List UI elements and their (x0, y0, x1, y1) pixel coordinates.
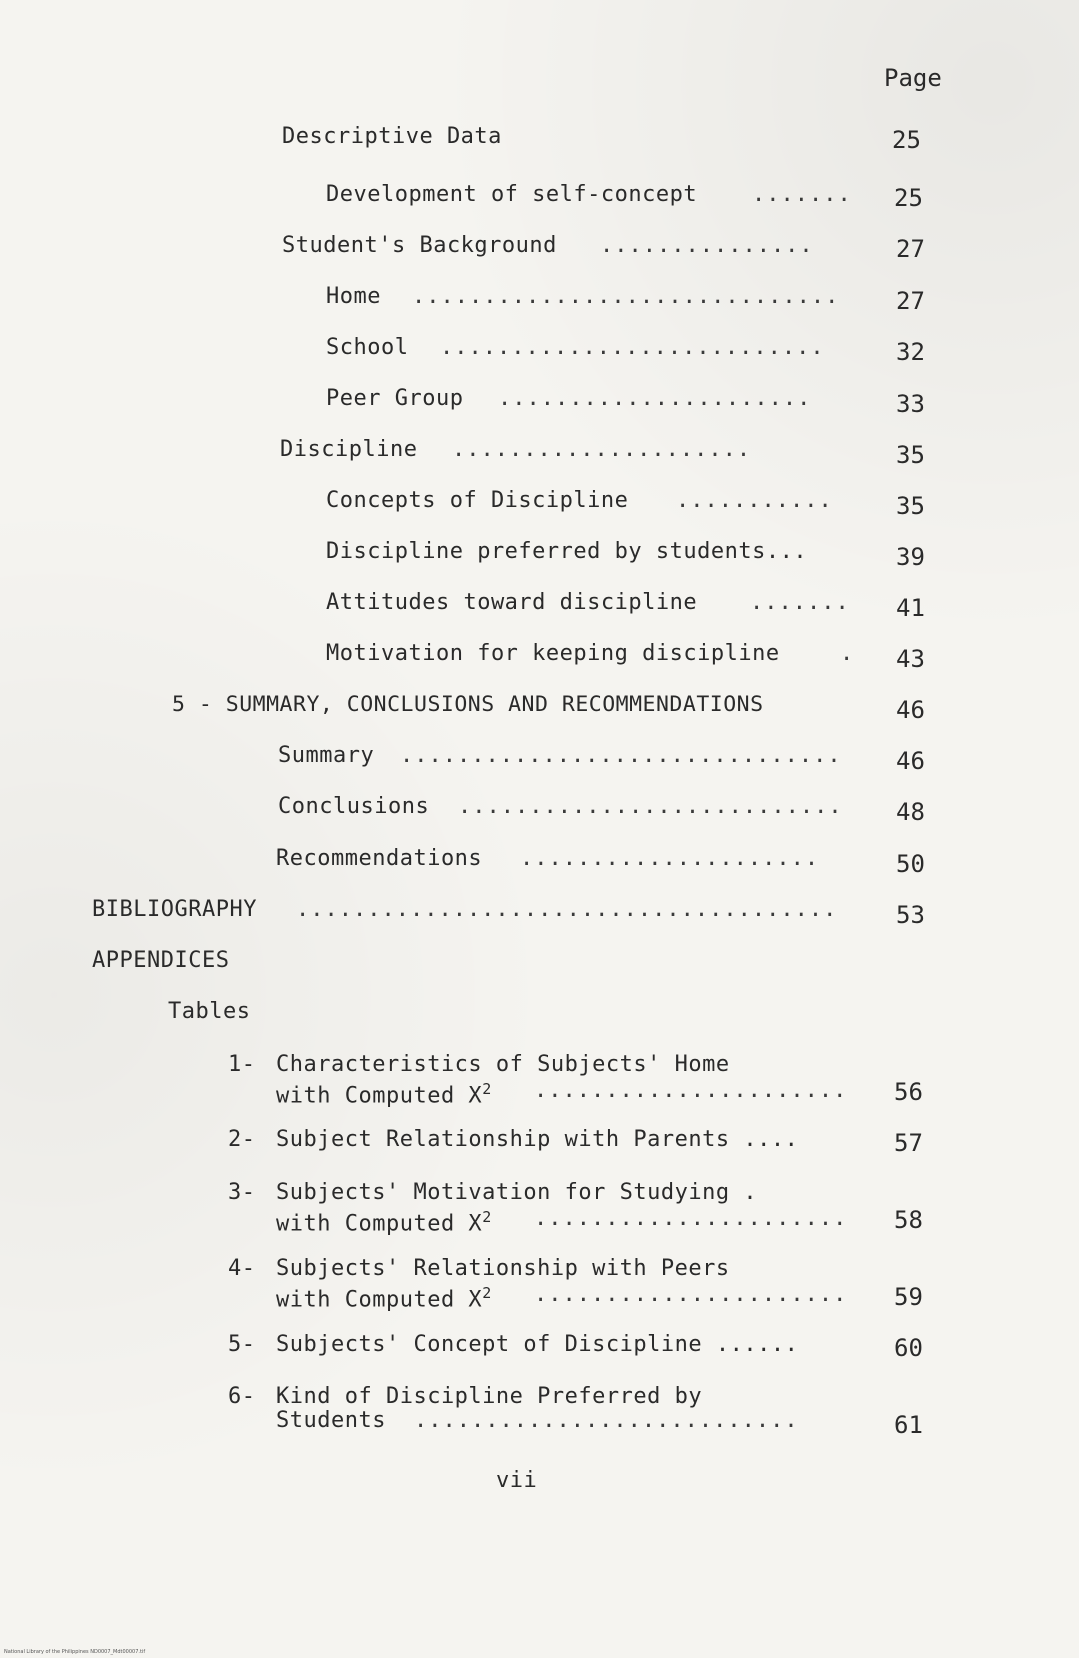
toc-leader-dots: ...................... (534, 1206, 848, 1231)
toc-entry-title: Attitudes toward discipline (326, 590, 698, 615)
toc-leader-dots: ...................... (534, 1282, 848, 1307)
toc-entry-title: Recommendations (276, 846, 483, 871)
toc-entry-title: Discipline (280, 437, 418, 462)
chapter-heading: 5 - SUMMARY, CONCLUSIONS AND RECOMMENDATIONS (172, 692, 764, 717)
toc-entry-title: Concepts of Discipline (326, 488, 629, 513)
toc-leader-dots: . (840, 641, 855, 666)
toc-entry-title: Conclusions (278, 794, 430, 819)
toc-entry-title: Home (326, 284, 381, 309)
toc-leader-dots: ...................... (498, 386, 812, 411)
table-title-line2: with Computed $X^2$ (276, 1080, 492, 1109)
toc-entry-title: Peer Group (326, 386, 464, 411)
toc-entry-page: 27 (896, 287, 925, 315)
toc-entry-page: 61 (894, 1411, 923, 1439)
toc-leader-dots: ....... (752, 182, 852, 207)
toc-entry-page: 58 (894, 1206, 923, 1234)
toc-entry-page: 48 (896, 798, 925, 826)
toc-entry-page: 35 (896, 441, 925, 469)
toc-entry-title: Student's Background (282, 233, 557, 258)
table-title-line1: Subjects' Motivation for Studying . (276, 1180, 758, 1205)
toc-leader-dots: ...................... (534, 1078, 848, 1103)
toc-leader-dots: ..................... (452, 437, 752, 462)
toc-entry-page: 32 (896, 338, 925, 366)
toc-leader-dots: .............................. (412, 284, 840, 309)
toc-leader-dots: ............................... (400, 743, 842, 768)
toc-entry-page: 50 (896, 850, 925, 878)
toc-entry-title: Motivation for keeping discipline (326, 641, 780, 666)
page-column-header: Page (884, 64, 942, 92)
toc-entry-title: Descriptive Data (282, 124, 502, 149)
table-title-line2: with Computed $X^2$ (276, 1284, 492, 1313)
toc-entry-page: 41 (896, 594, 925, 622)
toc-entry-page: 25 (894, 184, 923, 212)
toc-section-title: APPENDICES (92, 948, 230, 973)
table-title-line1: Subject Relationship with Parents .... (276, 1127, 799, 1152)
table-title-line2: with Computed $X^2$ (276, 1208, 492, 1237)
toc-leader-dots: ........................... (440, 335, 825, 360)
table-number: 5- (228, 1332, 256, 1357)
table-number: 1- (228, 1052, 256, 1077)
toc-leader-dots: ............... (600, 233, 814, 258)
toc-leader-dots: ........... (676, 488, 833, 513)
table-title-line1: Characteristics of Subjects' Home (276, 1052, 730, 1077)
toc-entry-page: 35 (896, 492, 925, 520)
toc-entry-page: 39 (896, 543, 925, 571)
scan-stamp: National Library of the Philippines ND0007_Mdt00007.tif (4, 1649, 146, 1655)
table-number: 2- (228, 1127, 256, 1152)
toc-entry-page: 46 (896, 696, 925, 724)
page-number: vii (496, 1468, 538, 1493)
toc-entry-page: 53 (896, 901, 925, 929)
table-number: 6- (228, 1384, 256, 1409)
toc-entry-page: 33 (896, 390, 925, 418)
toc-entry-page: 43 (896, 645, 925, 673)
toc-entry-title: Discipline preferred by students... (326, 539, 808, 564)
toc-entry-page: 25 (892, 126, 921, 154)
toc-entry-page: 56 (894, 1078, 923, 1106)
table-title-line2: Students (276, 1408, 386, 1433)
toc-subsection-title: Tables (168, 999, 251, 1024)
toc-leader-dots: ....... (750, 590, 850, 615)
table-number: 4- (228, 1256, 256, 1281)
toc-entry-page: 60 (894, 1334, 923, 1362)
table-number: 3- (228, 1180, 256, 1205)
toc-leader-dots: ...................................... (296, 897, 838, 922)
toc-leader-dots: ..................... (520, 846, 820, 871)
table-title-line1: Subjects' Concept of Discipline ...... (276, 1332, 799, 1357)
toc-entry-title: Summary (278, 743, 375, 768)
toc-entry-title: Development of self-concept (326, 182, 698, 207)
toc-entry-page: 46 (896, 747, 925, 775)
toc-leader-dots: ........................... (458, 794, 843, 819)
table-title-line1: Subjects' Relationship with Peers (276, 1256, 730, 1281)
toc-entry-page: 59 (894, 1283, 923, 1311)
toc-entry-page: 57 (894, 1129, 923, 1157)
toc-leader-dots: ........................... (414, 1408, 799, 1433)
toc-entry-page: 27 (896, 235, 925, 263)
toc-section-title: BIBLIOGRAPHY (92, 897, 257, 922)
table-title-line1: Kind of Discipline Preferred by (276, 1384, 703, 1409)
toc-entry-title: School (326, 335, 409, 360)
